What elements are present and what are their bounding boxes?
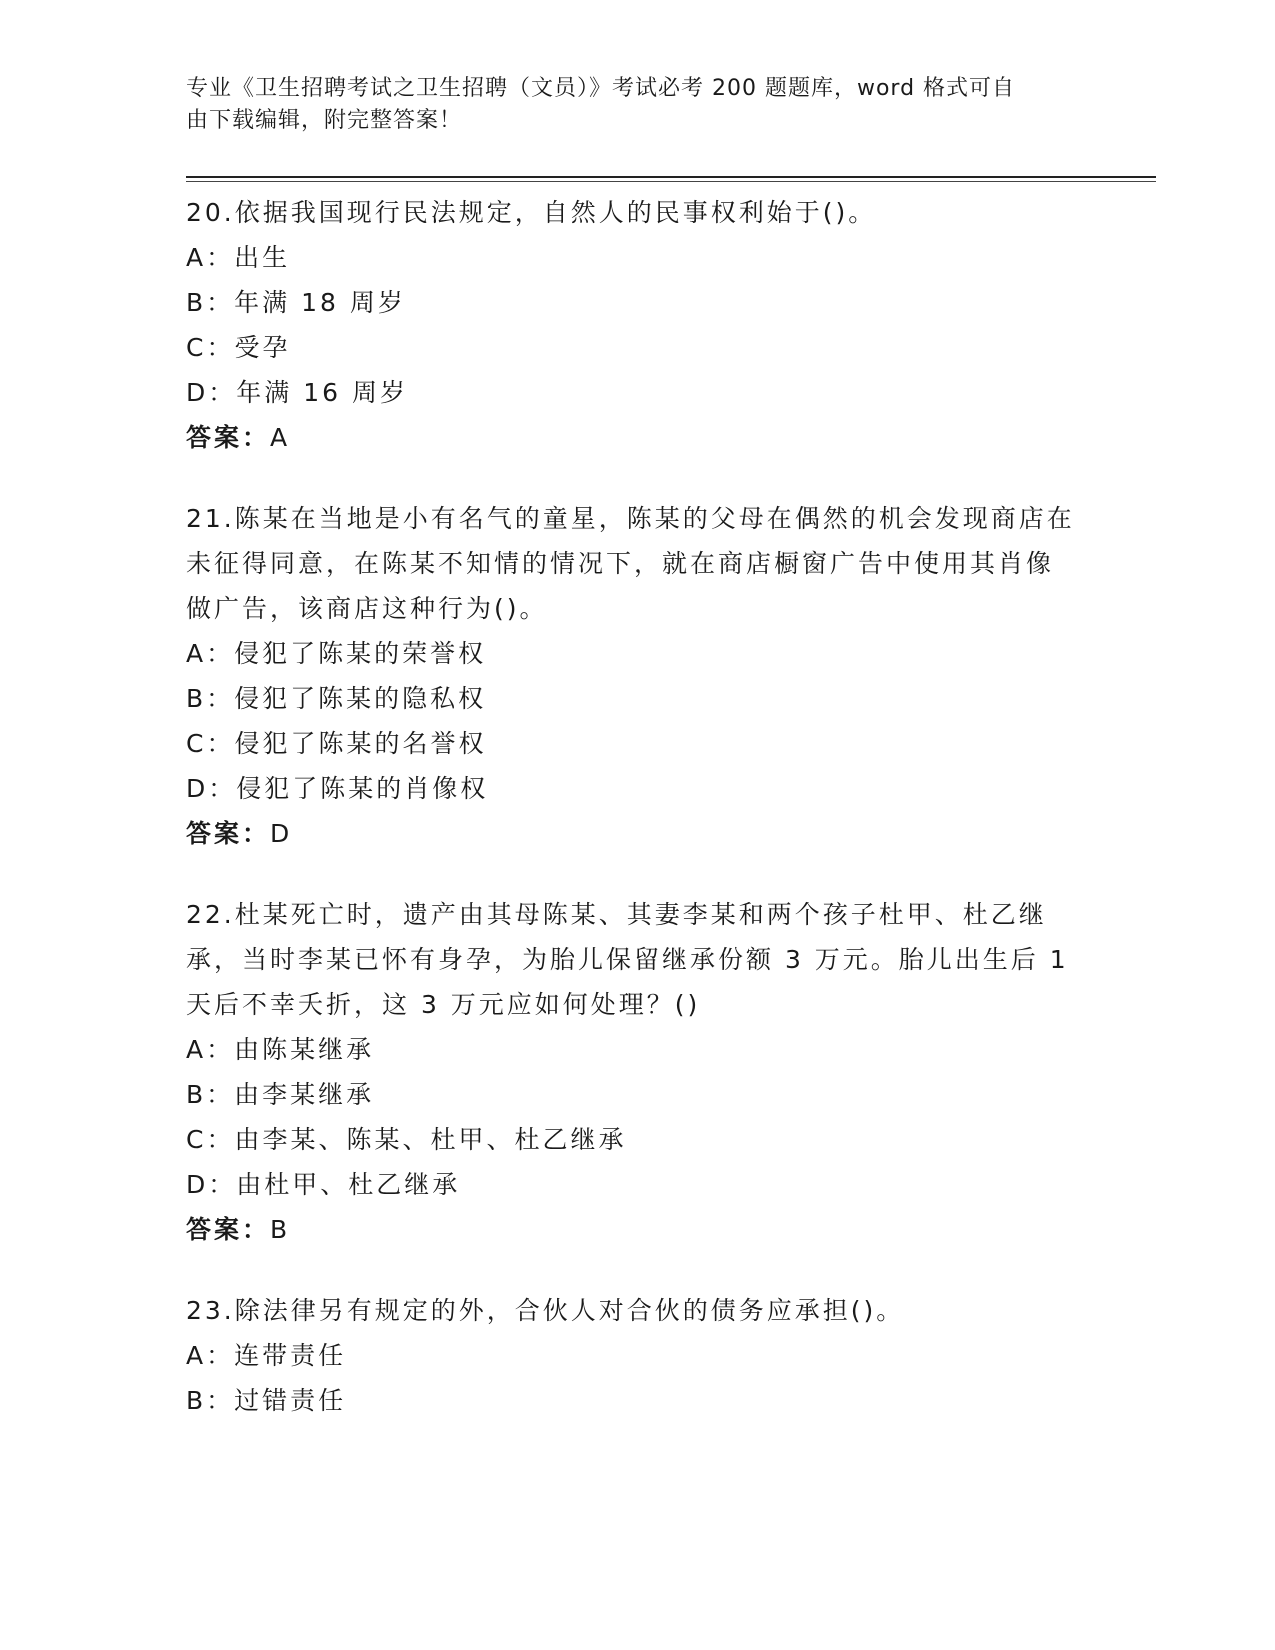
option-b: B：过错责任	[186, 1386, 347, 1415]
question-22	[186, 892, 1086, 1252]
header-divider-thick	[186, 176, 1156, 178]
answer-line	[186, 811, 1086, 856]
option-b: B：由李某继承	[186, 1080, 375, 1109]
header-line-2: 由下载编辑，附完整答案！	[186, 108, 463, 133]
option-d: D：由杜甲、杜乙继承	[186, 1170, 461, 1199]
answer-value: D	[270, 819, 293, 848]
question-stem: 20.依据我国现行民法规定，自然人的民事权利始于()。	[186, 198, 877, 227]
answer-label: 答案：	[186, 1215, 271, 1244]
answer-label: 答案：	[186, 423, 271, 452]
option-d: D：年满 16 周岁	[186, 378, 408, 407]
question-21	[186, 496, 1086, 856]
option-c: C：侵犯了陈某的名誉权	[186, 729, 487, 758]
option-d: D：侵犯了陈某的肖像权	[186, 774, 489, 803]
option-a: A：出生	[186, 243, 291, 272]
question-stem: 21.陈某在当地是小有名气的童星，陈某的父母在偶然的机会发现商店在未征得同意，在陈某不知情的情况下，就在商店橱窗广告中使用其肖像做广告，该商店这种行为()。	[186, 504, 1075, 623]
question-23	[186, 1288, 1086, 1423]
question-list	[186, 190, 1086, 1459]
option-a: A：连带责任	[186, 1341, 347, 1370]
document-header	[186, 73, 1066, 137]
option-b: B：年满 18 周岁	[186, 288, 406, 317]
option-b: B：侵犯了陈某的隐私权	[186, 684, 487, 713]
question-20	[186, 190, 1086, 460]
option-a: A：由陈某继承	[186, 1035, 375, 1064]
header-line-1: 专业《卫生招聘考试之卫生招聘（文员）》考试必考 200 题题库，word 格式可自	[186, 76, 1016, 101]
header-divider-thin	[186, 181, 1156, 182]
answer-label: 答案：	[186, 819, 271, 848]
answer-line	[186, 1207, 1086, 1252]
option-c: C：由李某、陈某、杜甲、杜乙继承	[186, 1125, 627, 1154]
answer-value: B	[270, 1215, 291, 1244]
question-stem: 22.杜某死亡时，遗产由其母陈某、其妻李某和两个孩子杜甲、杜乙继承，当时李某已怀有身孕，为胎儿保留继承份额 3 万元。胎儿出生后 1 天后不幸夭折，这 3 万元应如何处理？()	[186, 900, 1069, 1019]
question-stem: 23.除法律另有规定的外，合伙人对合伙的债务应承担()。	[186, 1296, 905, 1325]
answer-value: A	[270, 423, 291, 452]
answer-line	[186, 415, 1086, 460]
option-a: A：侵犯了陈某的荣誉权	[186, 639, 487, 668]
option-c: C：受孕	[186, 333, 291, 362]
